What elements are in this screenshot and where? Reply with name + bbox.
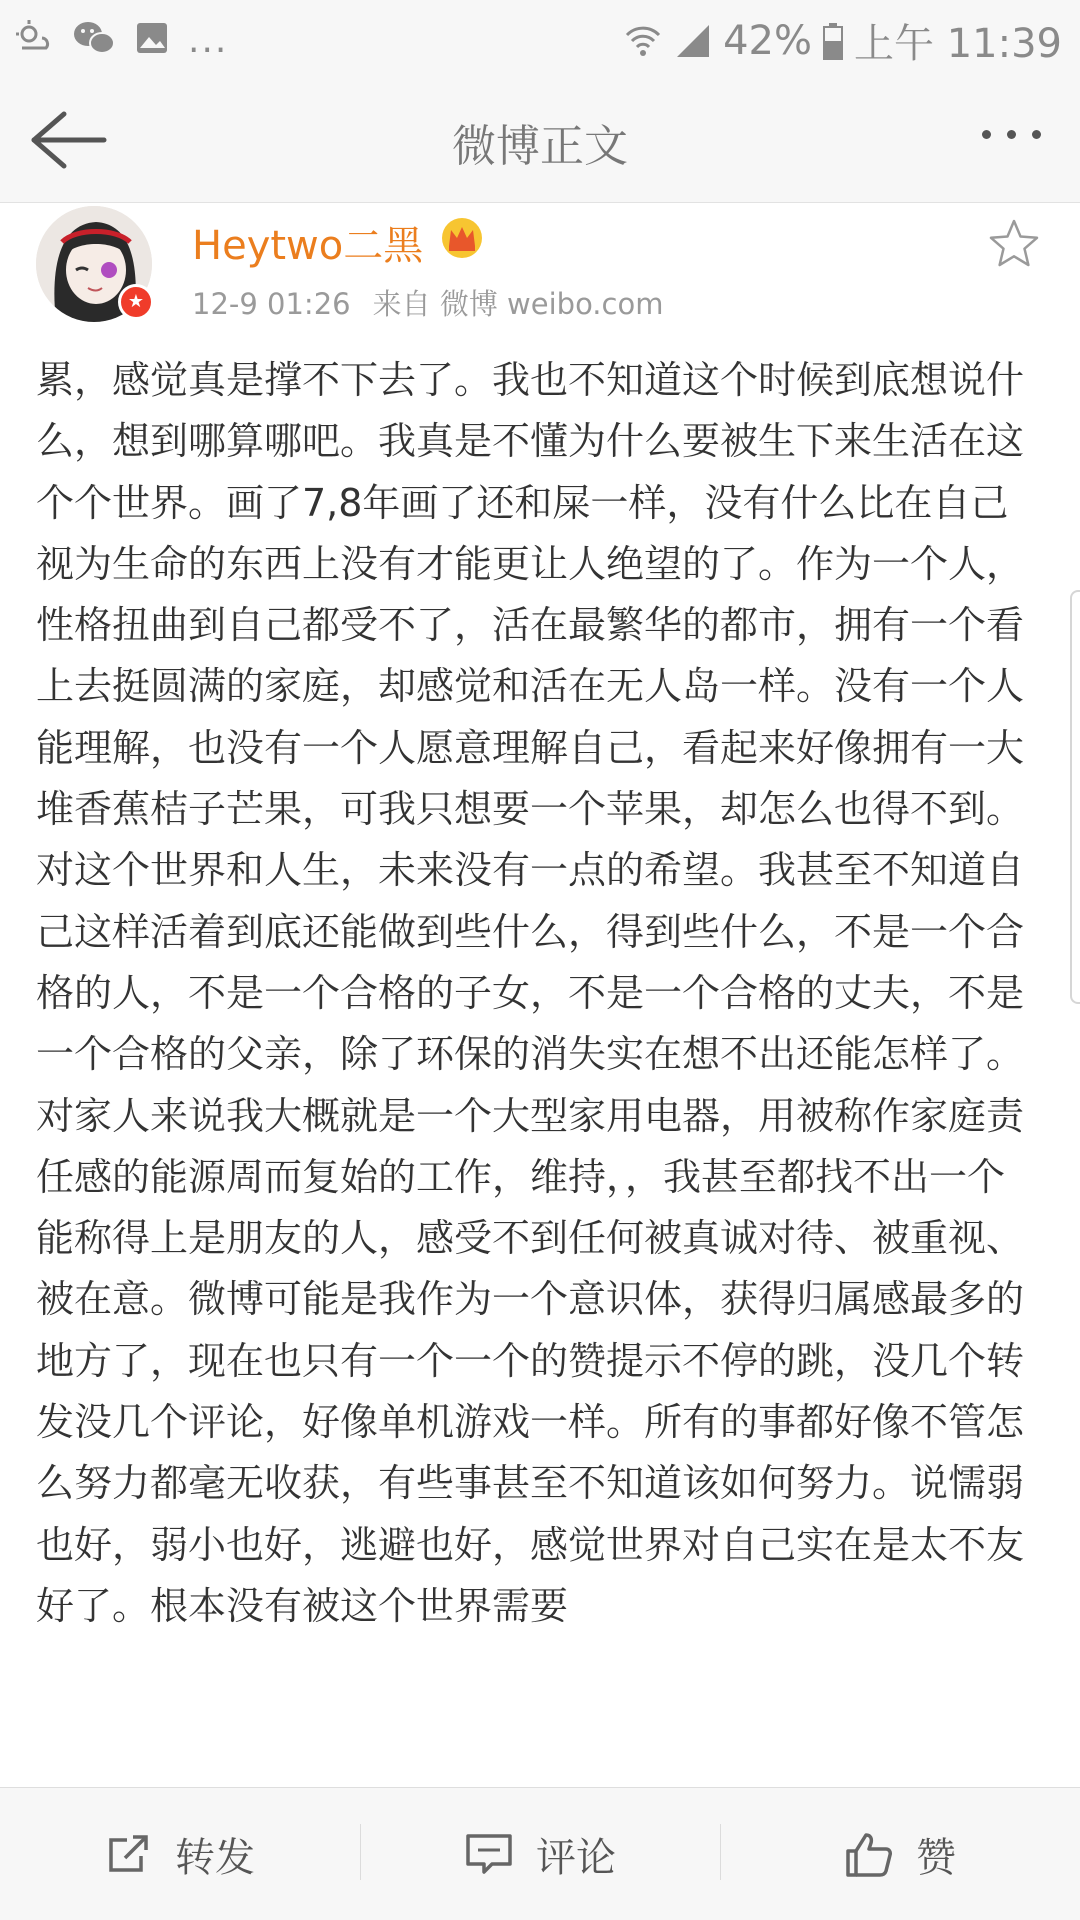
verified-badge-icon: ★ (118, 284, 154, 320)
more-button[interactable] (974, 124, 1054, 154)
post-text: 累，感觉真是撑不下去了。我也不知道这个时候到底想说什么，想到哪算哪吧。我真是不懂为什么要被生下来生活在这个个世界。画了7,8年画了还和屎一样，没有什么比在自己视为生命的东西上没有才能更让人绝望的了。作为一个人，性格扭曲到自己都受不了，活在最繁华的都市，拥有一个看上去挺圆满的家庭，却感觉和活在无人岛一样。没有一个人能理解，也没有一个人愿意理解自己，看起来好像拥有一大堆香蕉桔子芒果，可我只想要一个苹果，却怎么也得不到。对这个世界和人生，未来没有一点的希望。我甚至不知道自己这样活着到底还能做到些什么，得到些什么，不是一个合格的人，不是一个合格的子女，不是一个合格的丈夫，不是一个合格的父亲，除了环保的消失实在想不出还能怎样了。对家人来说我大概就是一个大型家用电器，用被称作家庭责任感的能源周而复始的工作，维持，，我甚至都找不出一个能称得上是朋友的人，感受不到任何被真诚对待、被重视、被在意。微博可能是我作为一个意识体，获得归属感最多的地方了，现在也只有一个一个的赞提示不停的跳，没几个转发没几个评论，好像单机游戏一样。所有的事都好像不管怎么努力都毫无收获，有些事甚至不知道该如何努力。说懦弱也好，弱小也好，逃避也好，感觉世界对自己实在是太不友好了。根本没有被这个世界需要 (36, 358, 1025, 1628)
like-label: 赞 (916, 1834, 956, 1881)
action-bar (0, 1787, 1080, 1920)
comment-button[interactable] (360, 1788, 720, 1920)
scroll-indicator[interactable] (1070, 590, 1080, 1004)
status-bar (0, 0, 1080, 76)
more-icon (982, 130, 991, 139)
comment-icon (464, 1830, 514, 1878)
clock: 上午 11:39 (854, 21, 1062, 67)
repost-button[interactable] (0, 1788, 360, 1920)
wechat-icon (72, 18, 116, 58)
crown-icon[interactable] (440, 216, 484, 260)
favorite-button[interactable] (986, 216, 1042, 272)
comment-label: 评论 (536, 1834, 616, 1881)
nav-bar (0, 76, 1080, 203)
post-time: 12-9 01:26 (192, 287, 351, 321)
wifi-icon (623, 21, 663, 61)
star-icon (986, 216, 1042, 272)
repost-icon (105, 1830, 153, 1878)
repost-label: 转发 (175, 1834, 255, 1881)
page-title: 微博正文 (452, 121, 628, 172)
post-meta (192, 282, 685, 323)
battery-percent: 42% (723, 17, 812, 64)
like-button[interactable] (720, 1788, 1080, 1920)
like-icon (844, 1829, 894, 1879)
weather-icon (14, 18, 54, 58)
battery-icon (822, 21, 844, 61)
notification-more: ... (188, 20, 229, 61)
author-name[interactable]: Heytwo二黑 (192, 223, 424, 269)
post-source: 来自 微博 weibo.com (372, 287, 664, 321)
gallery-icon (134, 20, 170, 56)
signal-icon (673, 21, 713, 61)
